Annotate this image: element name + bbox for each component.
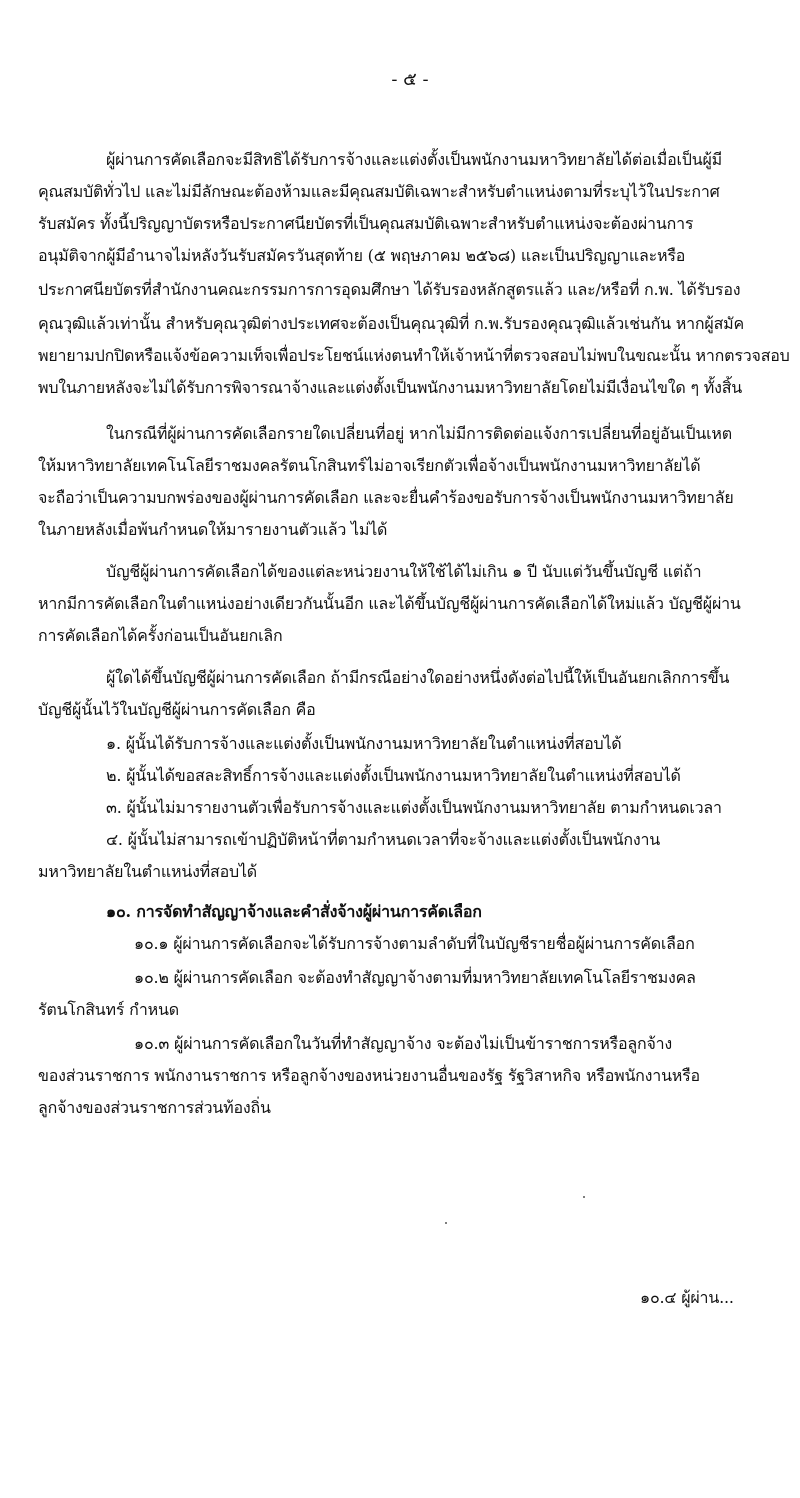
section-10-heading: ๑๐. การจัดทำสัญญาจ้างและคำสั่งจ้างผู้ผ่านการคัดเลือก xyxy=(106,902,482,921)
list-item-2: ๒. ผู้นั้นได้ขอสละสิทธิ์การจ้างและแต่งตั้งเป็นพนักงานมหาวิทยาลัยในตำแหน่งที่สอบได้ xyxy=(106,766,681,785)
para4-line-2: บัญชีผู้นั้นไว้ในบัญชีผู้ผ่านการคัดเลือก คือ xyxy=(38,700,316,719)
scan-speck xyxy=(445,1222,447,1224)
section-10-3: ๑๐.๓ ผู้ผ่านการคัดเลือกในวันที่ทำสัญญาจ้าง จะต้องไม่เป็นข้าราชการหรือลูกจ้าง xyxy=(134,1034,673,1053)
page-number: - ๕ - xyxy=(391,69,429,90)
list-item-4: ๔. ผู้นั้นไม่สามารถเข้าปฏิบัติหน้าที่ตามกำหนดเวลาที่จะจ้างและแต่งตั้งเป็นพนักงาน xyxy=(106,830,661,849)
para4-line-1: ผู้ใดได้ขึ้นบัญชีผู้ผ่านการคัดเลือก ถ้ามีกรณีอย่างใดอย่างหนึ่งดังต่อไปนี้ให้เป็นอันยกเลิกการขึ้น xyxy=(106,668,730,687)
para3-line-1: บัญชีผู้ผ่านการคัดเลือกได้ของแต่ละหน่วยงานให้ใช้ได้ไม่เกิน ๑ ปี นับแต่วันขึ้นบัญชี แต่ถ้า xyxy=(106,562,702,581)
para3-line-3: การคัดเลือกได้ครั้งก่อนเป็นอันยกเลิก xyxy=(38,626,283,645)
para2-line-2: ให้มหาวิทยาลัยเทคโนโลยีราชมงคลรัตนโกสินทร์ไม่อาจเรียกตัวเพื่อจ้างเป็นพนักงานมหาวิทยาลัยได้ xyxy=(38,456,701,475)
section-10-2-continued: รัตนโกสินทร์ กำหนด xyxy=(38,1000,179,1019)
para1-line-3: รับสมัคร ทั้งนี้ปริญญาบัตรหรือประกาศนียบัตรที่เป็นคุณสมบัติเฉพาะสำหรับตำแหน่งจะต้องผ่านการ xyxy=(38,214,694,233)
para1-line-2: คุณสมบัติทั่วไป และไม่มีลักษณะต้องห้ามและมีคุณสมบัติเฉพาะสำหรับตำแหน่งตามที่ระบุไว้ในประกาศ xyxy=(38,182,720,201)
section-10-3-continued-1: ของส่วนราชการ พนักงานราชการ หรือลูกจ้างของหน่วยงานอื่นของรัฐ รัฐวิสาหกิจ หรือพนักงานหรือ xyxy=(38,1066,700,1085)
para1-line-1: ผู้ผ่านการคัดเลือกจะมีสิทธิได้รับการจ้างและแต่งตั้งเป็นพนักงานมหาวิทยาลัยได้ต่อเมื่อเป็นผู้มี xyxy=(106,150,723,169)
para2-line-4: ในภายหลังเมื่อพ้นกำหนดให้มารายงานตัวแล้ว ไม่ได้ xyxy=(38,520,388,539)
list-item-4-continued: มหาวิทยาลัยในตำแหน่งที่สอบได้ xyxy=(38,862,257,881)
para1-line-4: อนุมัติจากผู้มีอำนาจไม่หลังวันรับสมัครวันสุดท้าย (๕ พฤษภาคม ๒๕๖๘) และเป็นปริญญาและหรือ xyxy=(38,246,686,265)
list-item-3: ๓. ผู้นั้นไม่มารายงานตัวเพื่อรับการจ้างและแต่งตั้งเป็นพนักงานมหาวิทยาลัย ตามกำหนดเวลา xyxy=(106,798,722,817)
para1-line-5: ประกาศนียบัตรที่สำนักงานคณะกรรมการการอุดมศึกษา ได้รับรองหลักสูตรแล้ว และ/หรือที่ ก.พ. ได้รับรอง xyxy=(38,280,741,299)
continuation-note: ๑๐.๔ ผู้ผ่าน... xyxy=(640,1288,734,1307)
section-10-2: ๑๐.๒ ผู้ผ่านการคัดเลือก จะต้องทำสัญญาจ้างตามที่มหาวิทยาลัยเทคโนโลยีราชมงคล xyxy=(134,968,696,987)
scan-speck xyxy=(583,1196,585,1198)
list-item-1: ๑. ผู้นั้นได้รับการจ้างและแต่งตั้งเป็นพนักงานมหาวิทยาลัยในตำแหน่งที่สอบได้ xyxy=(106,734,622,753)
para1-line-8: พบในภายหลังจะไม่ได้รับการพิจารณาจ้างและแต่งตั้งเป็นพนักงานมหาวิทยาลัยโดยไม่มีเงื่อนไขใด ๆ ทั้งสิ้น xyxy=(38,378,743,397)
para1-line-6: คุณวุฒิแล้วเท่านั้น สำหรับคุณวุฒิต่างประเทศจะต้องเป็นคุณวุฒิที่ ก.พ.รับรองคุณวุฒิแล้วเช่นกัน หากผู้สมัค xyxy=(38,314,744,333)
section-10-3-continued-2: ลูกจ้างของส่วนราชการส่วนท้องถิ่น xyxy=(38,1098,271,1117)
para2-line-3: จะถือว่าเป็นความบกพร่องของผู้ผ่านการคัดเลือก และจะยื่นคำร้องขอรับการจ้างเป็นพนักงานมหาวิทยาลัย xyxy=(38,488,734,507)
section-10-1: ๑๐.๑ ผู้ผ่านการคัดเลือกจะได้รับการจ้างตามลำดับที่ในบัญชีรายชื่อผู้ผ่านการคัดเลือก xyxy=(134,934,695,953)
para2-line-1: ในกรณีที่ผู้ผ่านการคัดเลือกรายใดเปลี่ยนที่อยู่ หากไม่มีการติดต่อแจ้งการเปลี่ยนที่อยู่อันเป็นเหต xyxy=(106,424,732,443)
para1-line-7: พยายามปกปิดหรือแจ้งข้อความเท็จเพื่อประโยชน์แห่งตนทำให้เจ้าหน้าที่ตรวจสอบไม่พบในขณะนั้น หากตรวจสอบ xyxy=(38,346,790,365)
para3-line-2: หากมีการคัดเลือกในตำแหน่งอย่างเดียวกันนั้นอีก และได้ขึ้นบัญชีผู้ผ่านการคัดเลือกได้ใหม่แล้ว บัญชีผู้ผ่าน xyxy=(38,594,741,613)
